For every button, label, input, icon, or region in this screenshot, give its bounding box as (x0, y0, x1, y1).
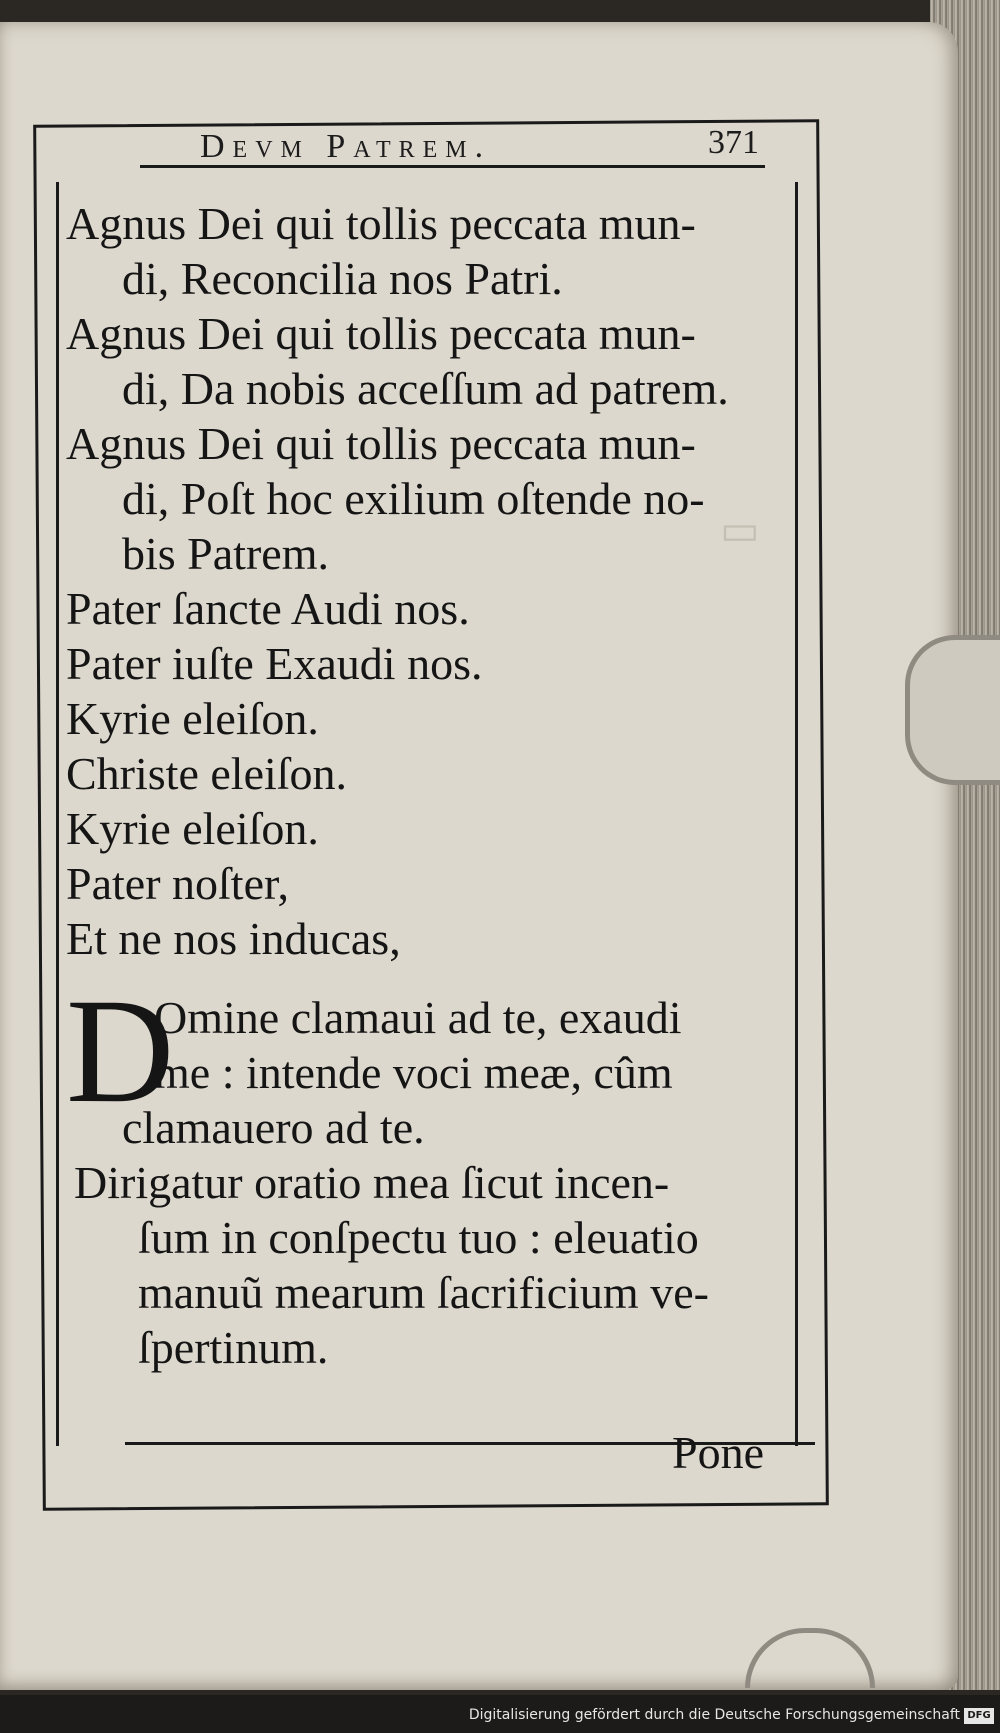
paragraph-with-initial (66, 968, 806, 1155)
show-through: ▭ (720, 508, 760, 554)
paragraph-line: ſum in conſpectu tuo : eleuatio (138, 1212, 699, 1263)
litany-line: Christe eleiſon. (66, 748, 348, 799)
litany-line: Kyrie eleiſon. (66, 803, 319, 854)
paragraph-line: Dirigatur oratio mea ſicut incen- (74, 1157, 670, 1208)
dfg-logo: DFG (964, 1708, 994, 1724)
litany-line: di, Reconcilia nos Patri. (122, 253, 563, 304)
litany-line: di, Da nobis acceſſum ad patrem. (122, 363, 729, 414)
paragraph-line: clamauero ad te. (122, 1102, 425, 1153)
paragraph-line: ſpertinum. (138, 1322, 329, 1373)
catchword: Pone (672, 1427, 764, 1478)
page-number: 371 (708, 124, 759, 161)
paragraph-line: me : intende voci meæ, cûm (154, 1047, 673, 1098)
drop-cap-initial: D (66, 968, 175, 1134)
footer-bar (0, 1695, 1000, 1733)
litany-line: Et ne nos inducas, (66, 913, 401, 964)
running-head: Devm Patrem. (200, 128, 492, 165)
book-clasp (905, 635, 1000, 785)
litany-line: di, Poſt hoc exilium oſtende no- (122, 473, 705, 524)
litany-line: Pater iuſte Exaudi nos. (66, 638, 483, 689)
litany-line: Agnus Dei qui tollis peccata mun- (66, 418, 696, 469)
paragraph (66, 1155, 806, 1375)
litany-line: bis Patrem. (122, 528, 329, 579)
litany-line: Agnus Dei qui tollis peccata mun- (66, 308, 696, 359)
litany-line: Kyrie eleiſon. (66, 693, 319, 744)
litany-line: Pater noſter, (66, 858, 289, 909)
digitization-credit: Digitalisierung gefördert durch die Deutsche Forschungsgemeinschaft (468, 1707, 960, 1723)
litany-line: Pater ſancte Audi nos. (66, 583, 470, 634)
paragraph-line: manuũ mearum ſacrificium ve- (138, 1267, 709, 1318)
paragraph-line: Omine clamaui ad te, exaudi (154, 992, 682, 1043)
main-text (66, 196, 806, 1375)
litany-line: Agnus Dei qui tollis peccata mun- (66, 198, 696, 249)
